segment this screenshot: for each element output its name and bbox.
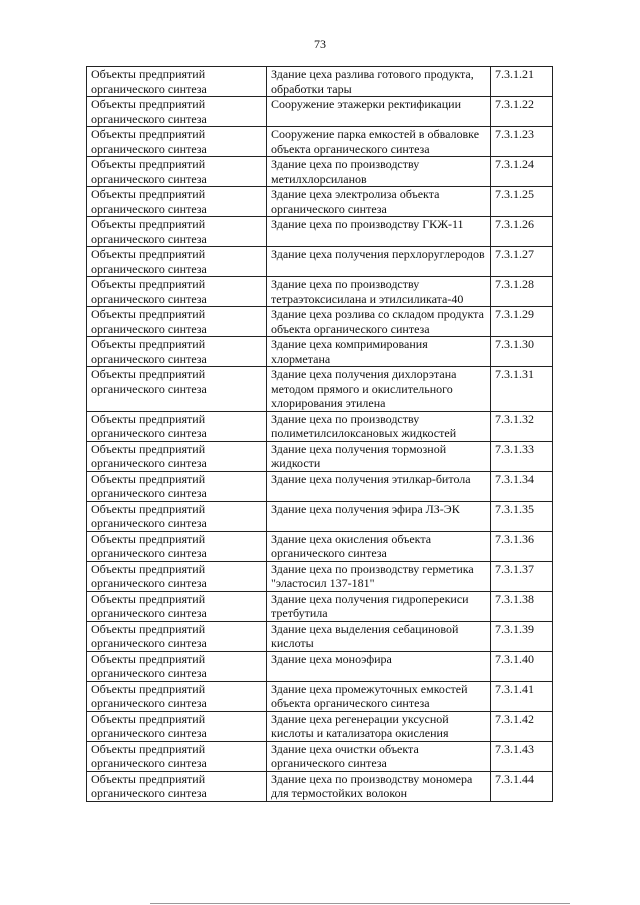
code-cell: 7.3.1.43 xyxy=(491,741,553,771)
object-name-cell: Здание цеха получения перхлоруглеродов xyxy=(267,247,491,277)
table-row xyxy=(87,367,553,412)
category-cell: Объекты предприятий органического синтеза xyxy=(87,651,267,681)
table-row xyxy=(87,277,553,307)
object-name-cell: Здание цеха электролиза объекта органического синтеза xyxy=(267,187,491,217)
code-cell: 7.3.1.33 xyxy=(491,441,553,471)
code-cell: 7.3.1.25 xyxy=(491,187,553,217)
page-number: 73 xyxy=(314,37,326,51)
table-row xyxy=(87,561,553,591)
code-cell: 7.3.1.29 xyxy=(491,307,553,337)
object-name-cell: Здание цеха получения эфира ЛЗ-ЭК xyxy=(267,501,491,531)
object-name-cell: Здание цеха получения дихлорэтана методом прямого и окислительного хлорирования этилена xyxy=(267,367,491,412)
object-name-cell: Здание цеха промежуточных емкостей объекта органического синтеза xyxy=(267,681,491,711)
table-row xyxy=(87,741,553,771)
category-cell: Объекты предприятий органического синтеза xyxy=(87,187,267,217)
object-name-cell: Здание цеха по производству тетраэтоксисилана и этилсиликата-40 xyxy=(267,277,491,307)
table-row xyxy=(87,441,553,471)
code-cell: 7.3.1.28 xyxy=(491,277,553,307)
table-row xyxy=(87,651,553,681)
category-cell: Объекты предприятий органического синтеза xyxy=(87,247,267,277)
object-name-cell: Здание цеха получения этилкар-битола xyxy=(267,471,491,501)
category-cell: Объекты предприятий органического синтеза xyxy=(87,531,267,561)
objects-table xyxy=(86,66,553,802)
object-name-cell: Здание цеха по производству мономера для термостойких волокон xyxy=(267,771,491,801)
objects-table-body xyxy=(87,67,553,802)
category-cell: Объекты предприятий органического синтеза xyxy=(87,561,267,591)
object-name-cell: Здание цеха выделения себациновой кислоты xyxy=(267,621,491,651)
object-name-cell: Здание цеха регенерации уксусной кислоты и катализатора окисления xyxy=(267,711,491,741)
category-cell: Объекты предприятий органического синтеза xyxy=(87,741,267,771)
code-cell: 7.3.1.31 xyxy=(491,367,553,412)
object-name-cell: Здание цеха по производству полиметилсилоксановых жидкостей xyxy=(267,411,491,441)
table-row xyxy=(87,127,553,157)
category-cell: Объекты предприятий органического синтеза xyxy=(87,771,267,801)
code-cell: 7.3.1.23 xyxy=(491,127,553,157)
table-row xyxy=(87,681,553,711)
code-cell: 7.3.1.37 xyxy=(491,561,553,591)
code-cell: 7.3.1.24 xyxy=(491,157,553,187)
code-cell: 7.3.1.27 xyxy=(491,247,553,277)
table-row xyxy=(87,591,553,621)
table-row xyxy=(87,97,553,127)
code-cell: 7.3.1.39 xyxy=(491,621,553,651)
category-cell: Объекты предприятий органического синтеза xyxy=(87,157,267,187)
object-name-cell: Здание цеха по производству герметика "эластосил 137-181" xyxy=(267,561,491,591)
category-cell: Объекты предприятий органического синтеза xyxy=(87,217,267,247)
category-cell: Объекты предприятий органического синтеза xyxy=(87,307,267,337)
table-row xyxy=(87,621,553,651)
code-cell: 7.3.1.38 xyxy=(491,591,553,621)
object-name-cell: Сооружение парка емкостей в обваловке объекта органического синтеза xyxy=(267,127,491,157)
object-name-cell: Здание цеха получения тормозной жидкости xyxy=(267,441,491,471)
category-cell: Объекты предприятий органического синтеза xyxy=(87,67,267,97)
object-name-cell: Здание цеха получения гидроперекиси третбутила xyxy=(267,591,491,621)
code-cell: 7.3.1.30 xyxy=(491,337,553,367)
table-row xyxy=(87,337,553,367)
code-cell: 7.3.1.42 xyxy=(491,711,553,741)
category-cell: Объекты предприятий органического синтеза xyxy=(87,471,267,501)
table-row xyxy=(87,471,553,501)
category-cell: Объекты предприятий органического синтеза xyxy=(87,127,267,157)
table-row xyxy=(87,501,553,531)
category-cell: Объекты предприятий органического синтеза xyxy=(87,621,267,651)
category-cell: Объекты предприятий органического синтеза xyxy=(87,441,267,471)
category-cell: Объекты предприятий органического синтеза xyxy=(87,711,267,741)
code-cell: 7.3.1.36 xyxy=(491,531,553,561)
table-row xyxy=(87,217,553,247)
object-name-cell: Здание цеха разлива готового продукта, обработки тары xyxy=(267,67,491,97)
table-row xyxy=(87,531,553,561)
table-row xyxy=(87,247,553,277)
category-cell: Объекты предприятий органического синтеза xyxy=(87,681,267,711)
object-name-cell: Здание цеха очистки объекта органического синтеза xyxy=(267,741,491,771)
code-cell: 7.3.1.44 xyxy=(491,771,553,801)
category-cell: Объекты предприятий органического синтеза xyxy=(87,337,267,367)
category-cell: Объекты предприятий органического синтеза xyxy=(87,591,267,621)
code-cell: 7.3.1.26 xyxy=(491,217,553,247)
bottom-rule xyxy=(150,903,570,904)
object-name-cell: Здание цеха окисления объекта органического синтеза xyxy=(267,531,491,561)
category-cell: Объекты предприятий органического синтеза xyxy=(87,277,267,307)
object-name-cell: Здание цеха моноэфира xyxy=(267,651,491,681)
code-cell: 7.3.1.40 xyxy=(491,651,553,681)
object-name-cell: Сооружение этажерки ректификации xyxy=(267,97,491,127)
table-row xyxy=(87,307,553,337)
table-row xyxy=(87,771,553,801)
table-row xyxy=(87,157,553,187)
table-row xyxy=(87,711,553,741)
code-cell: 7.3.1.21 xyxy=(491,67,553,97)
object-name-cell: Здание цеха розлива со складом продукта объекта органического синтеза xyxy=(267,307,491,337)
table-row xyxy=(87,187,553,217)
code-cell: 7.3.1.34 xyxy=(491,471,553,501)
object-name-cell: Здание цеха по производству ГКЖ-11 xyxy=(267,217,491,247)
table-row xyxy=(87,411,553,441)
code-cell: 7.3.1.41 xyxy=(491,681,553,711)
object-name-cell: Здание цеха по производству метилхлорсиланов xyxy=(267,157,491,187)
code-cell: 7.3.1.32 xyxy=(491,411,553,441)
category-cell: Объекты предприятий органического синтеза xyxy=(87,411,267,441)
category-cell: Объекты предприятий органического синтеза xyxy=(87,501,267,531)
table-row xyxy=(87,67,553,97)
code-cell: 7.3.1.35 xyxy=(491,501,553,531)
object-name-cell: Здание цеха компримирования хлорметана xyxy=(267,337,491,367)
code-cell: 7.3.1.22 xyxy=(491,97,553,127)
category-cell: Объекты предприятий органического синтеза xyxy=(87,367,267,412)
category-cell: Объекты предприятий органического синтеза xyxy=(87,97,267,127)
